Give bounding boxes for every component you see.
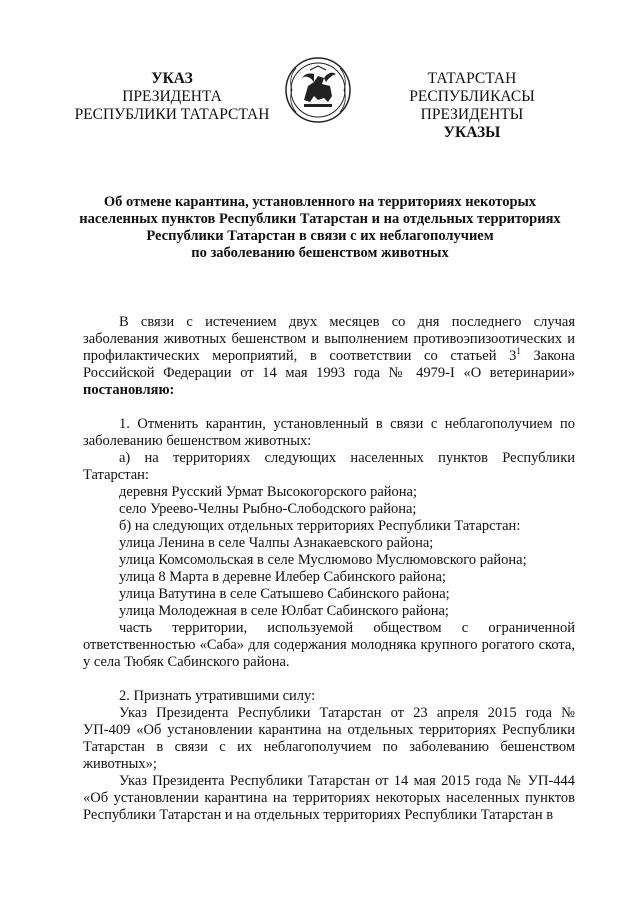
tatarstan-coat-of-arms-icon [284, 56, 352, 124]
header-right-line3: УКАЗЫ [443, 124, 501, 141]
list-item-last: часть территории, используемой обществом с ограниченной ответственностью «Саба» для содержания молодняка крупного рогатого скота, у села Тюбяк Сабинского района. [83, 620, 575, 670]
list-item: деревня Русский Урмат Высокогорского района; [119, 484, 418, 500]
header-right-line1: ТАТАРСТАН РЕСПУБЛИКАСЫ [409, 70, 535, 105]
preamble [83, 314, 575, 399]
header-right [372, 70, 572, 142]
item-2: 2. Признать утратившими силу: [119, 688, 316, 704]
list-item: улица Молодежная в селе Юлбат Сабинского района; [119, 603, 449, 619]
item-1: 1. Отменить карантин, установленный в связи с неблагополучием по заболеванию бешенством животных: [83, 416, 575, 449]
header-left-line2: ПРЕЗИДЕНТА [122, 88, 222, 105]
list-item: улица Ватутина в селе Сатышево Сабинского района; [119, 586, 450, 602]
title-line4: по заболеванию бешенством животных [191, 245, 449, 261]
decree-body [83, 314, 575, 824]
list-item: село Уреево-Челны Рыбно-Слободского района; [119, 501, 417, 517]
item-2-decree-1: Указ Президента Республики Татарстан от 23 апреля 2015 года № УП-409 «Об установлении карантина на отдельных территориях Республики Татарстан в связи с их неблагополучием по заболеванию бешенством животных»; [83, 705, 575, 772]
preamble-superscript: 1 [516, 346, 521, 356]
title-line1: Об отмене карантина, установленного на территориях некоторых [103, 194, 537, 210]
preamble-resolve: постановляю: [83, 382, 175, 398]
preamble-text: В связи с истечением двух месяцев со дня последнего случая заболевания животных бешенством и выполнением противоэпизоотических и профилактических мероприятий, в соответствии со статьей 3 [83, 314, 575, 364]
header-left-line1: УКАЗ [151, 70, 193, 87]
header-left-line3: РЕСПУБЛИКИ ТАТАРСТАН [74, 106, 270, 123]
header-left [72, 70, 272, 124]
item-1-b: б) на следующих отдельных территориях Республики Татарстан: [119, 518, 521, 534]
item-2-decree-2: Указ Президента Республики Татарстан от 14 мая 2015 года № УП-444 «Об установлении карантина на территориях некоторых населенных пунктов Республики Татарстан и на отдельных территориях Республики Татарстан в [83, 773, 575, 823]
decree-title [60, 194, 580, 262]
list-item: улица Комсомольская в селе Муслюмово Муслюмовского района; [119, 552, 527, 568]
list-item: улица 8 Марта в деревне Илебер Сабинского района; [119, 569, 446, 585]
title-line2: населенных пунктов Республики Татарстан и на отдельных территориях [79, 211, 561, 227]
title-line3: Республики Татарстан в связи с их неблагополучием [146, 228, 494, 244]
item-1-a: а) на территориях следующих населенных пунктов Республики Татарстан: [83, 450, 575, 483]
preamble-text-2: Закона Российской Федерации от 14 мая 1993 года № 4979-I «О ветеринарии» [83, 348, 575, 381]
list-item: улица Ленина в селе Чалпы Азнакаевского района; [119, 535, 434, 551]
header-right-line2: ПРЕЗИДЕНТЫ [420, 106, 524, 123]
